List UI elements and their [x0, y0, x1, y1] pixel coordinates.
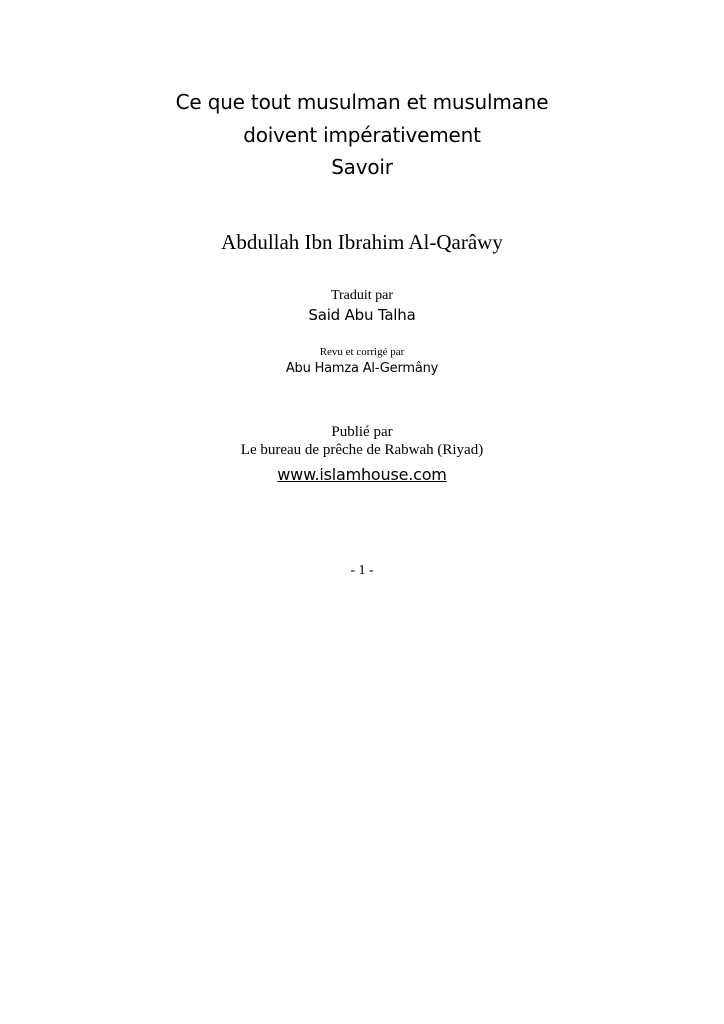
revised-by-label: Revu et corrigé par — [319, 346, 405, 358]
translated-by-label: Traduit par — [330, 288, 394, 303]
published-by-label: Publié par — [331, 424, 393, 440]
author-name: Abdullah Ibn Ibrahim Al-Qarâwy — [221, 230, 503, 254]
website-container — [0, 464, 724, 485]
title-line-1: Ce que tout musulman et musulmane — [175, 90, 549, 114]
title-line-2: doivent impérativement — [243, 123, 481, 147]
page-number: - 1 - — [350, 563, 374, 578]
translator-name: Said Abu Talha — [308, 306, 416, 324]
publisher-name: Le bureau de prêche de Rabwah (Riyad) — [240, 442, 484, 458]
reviser-name: Abu Hamza Al-Germâny — [285, 361, 439, 376]
website-link[interactable]: www.islamhouse.com — [277, 465, 447, 484]
title-line-3: Savoir — [331, 155, 393, 179]
